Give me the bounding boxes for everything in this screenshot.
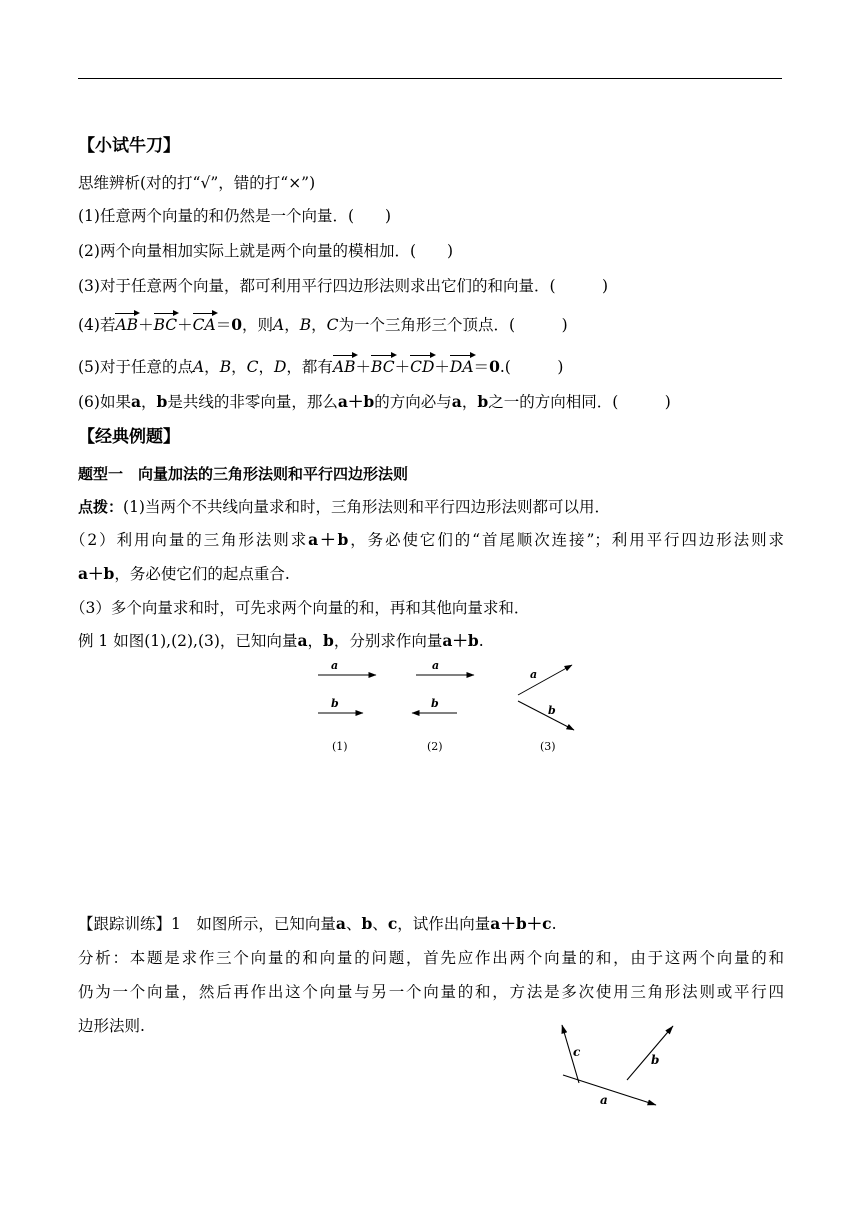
vector-BC: BC [371,358,395,376]
vector-a-label: a [331,659,339,672]
figure-caption-3: (3) [540,740,556,753]
question-5: (5)对于任意的点A，B，C，D，都有AB＋BC＋CD＋DA＝0.( ) [78,357,564,376]
analysis-line-2: 仍为一个向量，然后再作出这个向量与另一个向量的和，方法是多次使用三角形法则或平行四 [78,983,784,1001]
vector-CA: CA [192,316,216,334]
section-title-examples: 【经典例题】 [78,427,180,447]
hint-2-line-2: a＋b，务必使它们的起点重合. [78,564,290,583]
figure-caption-2: (2) [427,740,443,753]
vector-AB: AB [115,316,139,334]
question-6: (6)如果a，b是共线的非零向量，那么a＋b的方向必与a，b之一的方向相同．( ) [78,392,671,411]
analysis-line-3: 边形法则. [78,1017,145,1035]
vector-b-label: b [651,1053,660,1067]
vector-a-arrow [518,665,572,695]
vector-a-label: a [432,659,440,672]
hint-3: （3）多个向量求和时，可先求两个向量的和，再和其他向量求和． [70,599,530,617]
question-2: (2)两个向量相加实际上就是两个向量的模相加．( ) [78,242,454,260]
hint-2-line-1: （2）利用向量的三角形法则求a＋b，务必使它们的“首尾顺次连接”；利用平行四边形法则求 [70,530,784,549]
vector-b-arrow [627,1026,673,1080]
practice-intro: 思维辨析(对的打“√”，错的打“×”) [78,174,316,192]
header-rule [78,78,782,79]
section-title-practice: 【小试牛刀】 [78,136,180,156]
hint-1: 点拨：(1)当两个不共线向量求和时，三角形法则和平行四边形法则都可以用． [78,498,610,516]
vector-a-label: a [600,1093,608,1107]
example-1: 例 1 如图(1),(2),(3)，已知向量a，b，分别求作向量a＋b. [78,631,484,650]
question-1: (1)任意两个向量的和仍然是一个向量．( ) [78,207,392,225]
figure-caption-1: (1) [332,740,348,753]
analysis-line-1: 分析：本题是求作三个向量的和向量的问题，首先应作出两个向量的和，由于这两个向量的和 [78,949,784,967]
question-3: (3)对于任意两个向量，都可利用平行四边形法则求出它们的和向量．( ) [78,277,609,295]
vector-b-label: b [431,697,439,710]
vector-b-label: b [331,697,339,710]
vector-CD: CD [410,358,435,376]
vector-c-label: c [573,1045,581,1059]
vector-a-label: a [530,668,538,681]
training-1-title: 【跟踪训练】1 如图所示，已知向量a、b、c，试作出向量a＋b＋c. [78,914,557,933]
vector-b-arrow [518,701,574,730]
vector-b-label: b [548,704,556,717]
vector-DA: DA [449,358,474,376]
type-1-title: 题型一 向量加法的三角形法则和平行四边形法则 [78,465,409,483]
vector-a-arrow [563,1075,656,1105]
vector-AB: AB [332,358,356,376]
example-1-figure [300,652,600,762]
training-1-figure [545,1015,675,1115]
vector-BC: BC [153,316,178,334]
question-4: (4)若AB＋BC＋CA＝0，则A，B，C为一个三角形三个顶点．( ) [78,315,568,334]
